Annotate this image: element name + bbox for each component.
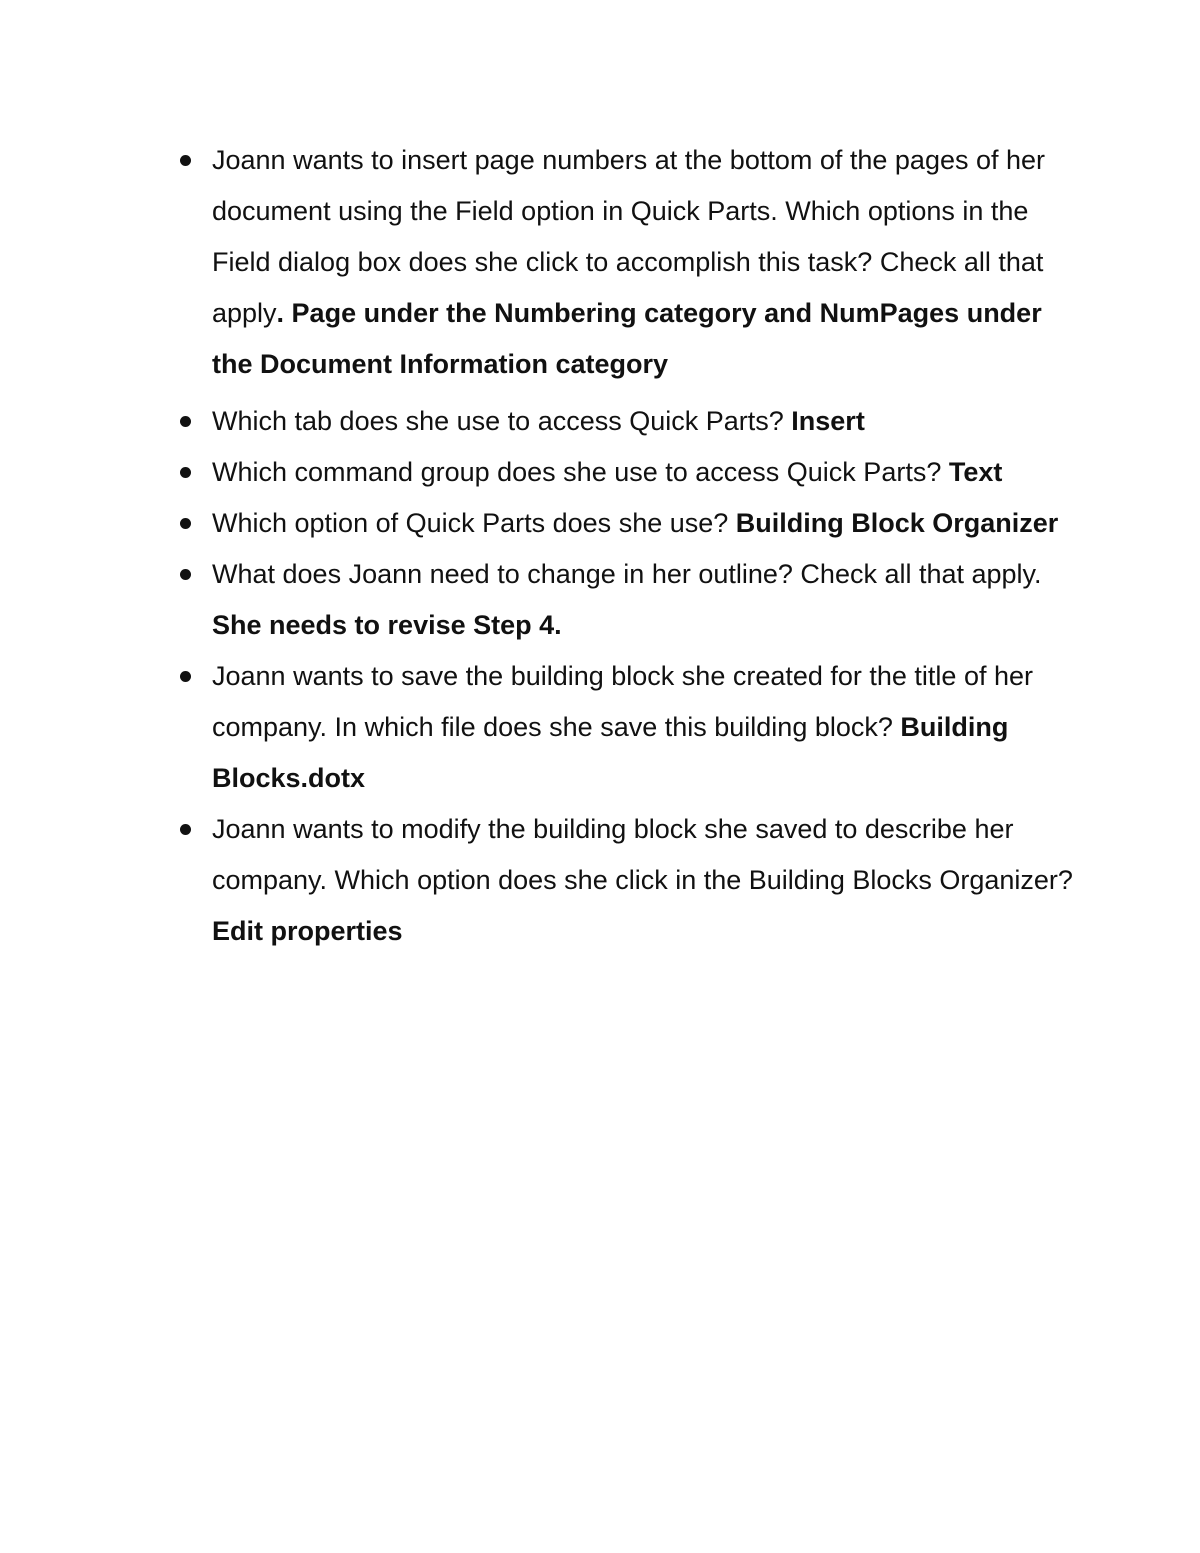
- question-text: Which option of Quick Parts does she use?: [212, 508, 736, 538]
- answer-text: Building Block Organizer: [735, 508, 1059, 538]
- answer-text: Building Blocks.dotx: [212, 712, 1009, 793]
- list-item: [175, 135, 1075, 390]
- answer-text: She needs to revise Step 4.: [212, 610, 562, 640]
- bullet-icon: [180, 416, 191, 427]
- bullet-icon: [180, 569, 191, 580]
- question-text: What does Joann need to change in her outline? Check all that apply.: [212, 559, 1042, 589]
- answer-text: Insert: [791, 406, 865, 436]
- bullet-icon: [180, 671, 191, 682]
- answer-text: . Page under the Numbering category and NumPages under the Document Information category: [212, 298, 1042, 379]
- bullet-icon: [180, 518, 191, 529]
- question-text: Which command group does she use to access Quick Parts?: [212, 457, 949, 487]
- bullet-icon: [180, 155, 191, 166]
- list-item: [175, 804, 1075, 957]
- answer-text: Edit properties: [212, 916, 403, 946]
- list-item: [175, 651, 1075, 804]
- list-item: [175, 447, 1075, 498]
- question-text: Joann wants to save the building block she created for the title of her company. In which file does she save this building block?: [212, 661, 1033, 742]
- list-item: [175, 396, 1075, 447]
- bullet-icon: [180, 824, 191, 835]
- question-text: Joann wants to insert page numbers at the bottom of the pages of her document using the Field option in Quick Parts. Which options in the Field dialog box does she click to accomplish this task? Check all that apply: [212, 145, 1046, 328]
- answer-text: Text: [948, 457, 1003, 487]
- bullet-icon: [180, 467, 191, 478]
- question-text: Joann wants to modify the building block she saved to describe her company. Which option does she click in the Building Blocks Organizer?: [212, 814, 1073, 895]
- question-list: [175, 135, 1075, 957]
- list-item: [175, 498, 1075, 549]
- list-item: [175, 549, 1075, 651]
- question-text: Which tab does she use to access Quick Parts?: [212, 406, 792, 436]
